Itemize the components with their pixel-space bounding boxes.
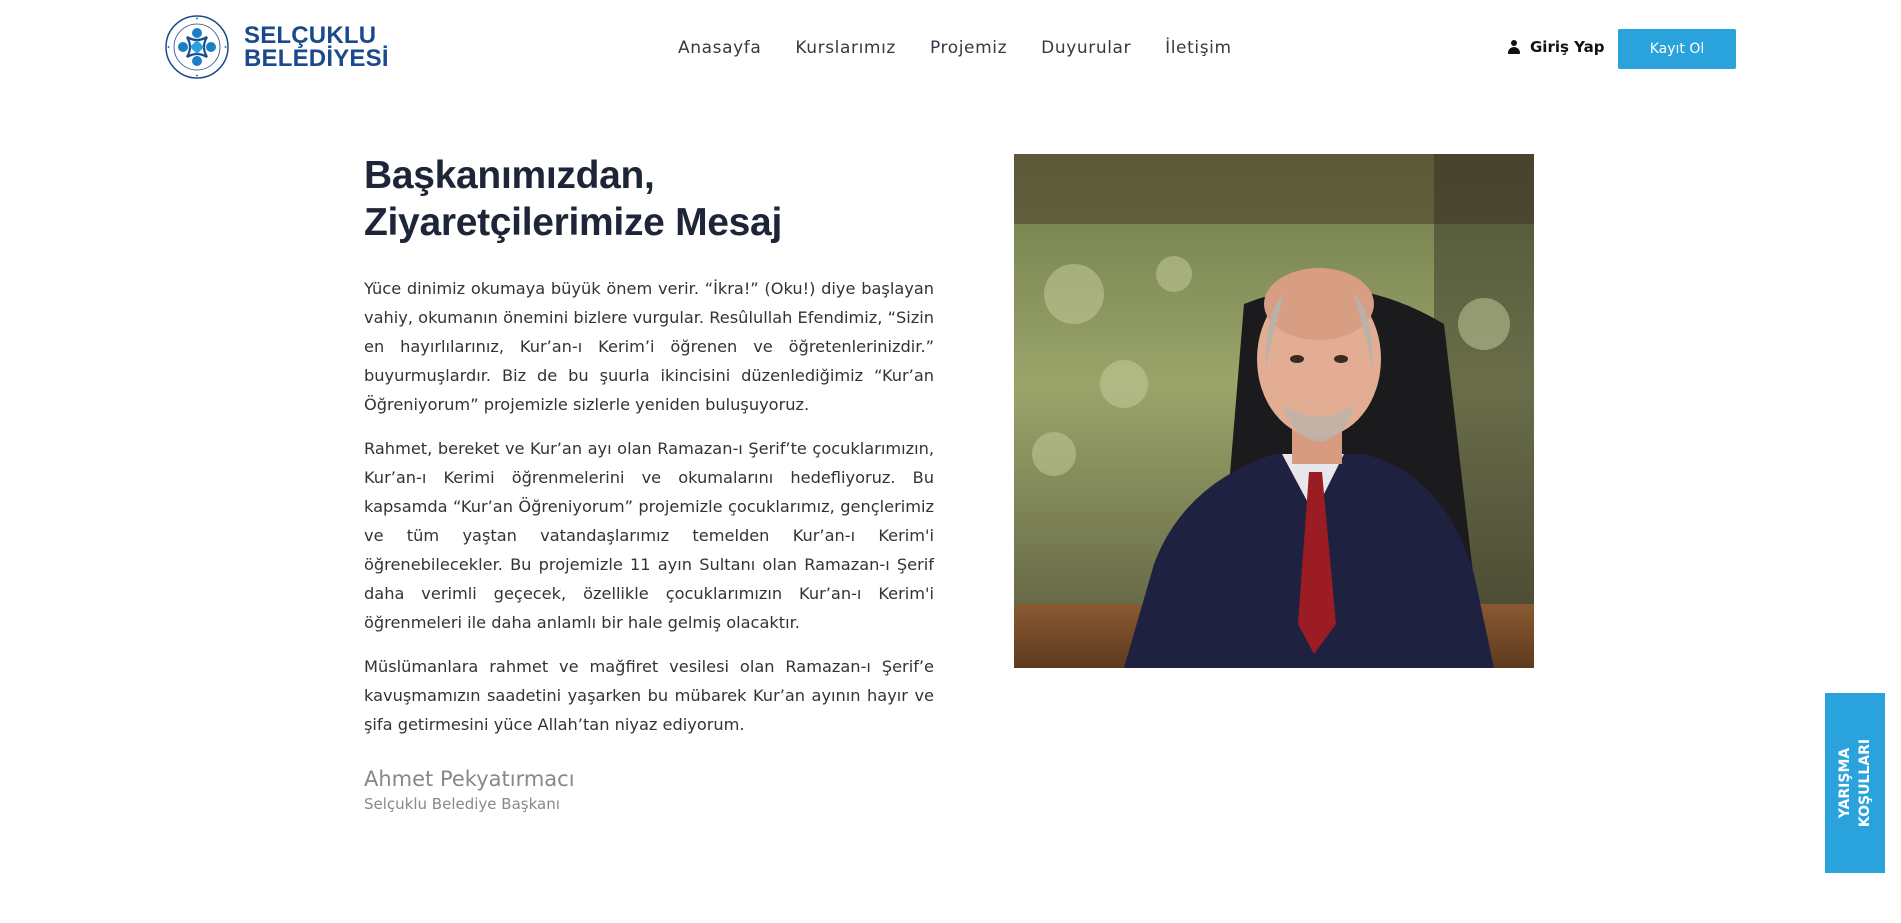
- site-header: [0, 0, 1901, 100]
- nav-item-kurslarimiz[interactable]: Kurslarımız: [795, 38, 896, 58]
- signature-role: Selçuklu Belediye Başkanı: [364, 795, 560, 813]
- login-label: Giriş Yap: [1530, 38, 1605, 56]
- nav-item-projemiz[interactable]: Projemiz: [929, 38, 1008, 58]
- contest-terms-line-2: KOŞULLARI: [1857, 738, 1873, 828]
- contest-terms-label: [1835, 739, 1875, 827]
- nav-item-iletisim[interactable]: İletişim: [1165, 38, 1232, 58]
- message-section: [364, 152, 934, 813]
- mayor-portrait-image: [1014, 154, 1534, 668]
- logo-wordmark: [244, 24, 389, 70]
- nav-item-anasayfa[interactable]: Anasayfa: [678, 38, 762, 58]
- contest-terms-tab[interactable]: [1825, 693, 1885, 873]
- register-button[interactable]: Kayıt Ol: [1618, 29, 1736, 69]
- site-logo[interactable]: [164, 14, 389, 80]
- login-link[interactable]: [1508, 38, 1605, 56]
- signature-name: Ahmet Pekyatırmacı: [364, 767, 575, 791]
- logo-line-1: SELÇUKLU: [244, 22, 377, 49]
- page-title: Başkanımızdan, Ziyaretçilerimize Mesaj: [364, 154, 782, 244]
- municipality-emblem-icon: [164, 14, 230, 80]
- message-paragraph-3: Müslümanlara rahmet ve mağfiret vesilesi olan Ramazan-ı Şerif’e kavuşmamızın saadetini yaşarken bu mübarek Kur’an ayının hayır ve şifa getirmesini yüce Allah’tan niyaz ediyorum.: [364, 657, 934, 734]
- logo-line-2: BELEDİYESİ: [244, 45, 389, 72]
- contest-terms-line-1: YARIŞMA: [1837, 747, 1853, 819]
- user-icon: [1508, 40, 1520, 54]
- main-nav: [678, 38, 1232, 58]
- message-paragraph-1: Yüce dinimiz okumaya büyük önem verir. “İkra!” (Oku!) diye başlayan vahiy, okumanın önemini bizlere vurgular. Resûlullah Efendimiz, “Sizin en hayırlılarınız, Kur’an-ı Kerim’i öğrenen ve öğretenlerinizdir.” buyurmuşlardır. Biz de bu şuurla ikincisini düzenlediğimiz “Kur’an Öğreniyorum” projemizle sizlerle yeniden buluşuyoruz.: [364, 279, 934, 414]
- nav-item-duyurular[interactable]: Duyurular: [1041, 38, 1132, 58]
- message-paragraph-2: Rahmet, bereket ve Kur’an ayı olan Ramazan-ı Şerif’te çocuklarımızın, Kur’an-ı Kerimi öğrenmelerini ve okumalarını hedefliyoruz. Bu kapsamda “Kur’an Öğreniyorum” projemizle çocuklarımız, gençlerimiz ve tüm yaştan vatandaşlarımız temelden Kur’an-ı Kerim'i öğrenebilecekler. Bu projemizle 11 ayın Sultanı olan Ramazan-ı Şerif daha verimli geçecek, özellikle çocuklarımızın Kur’an-ı Kerim'i öğrenmeleri ile daha anlamlı bir hale gelmiş olacaktır.: [364, 439, 934, 632]
